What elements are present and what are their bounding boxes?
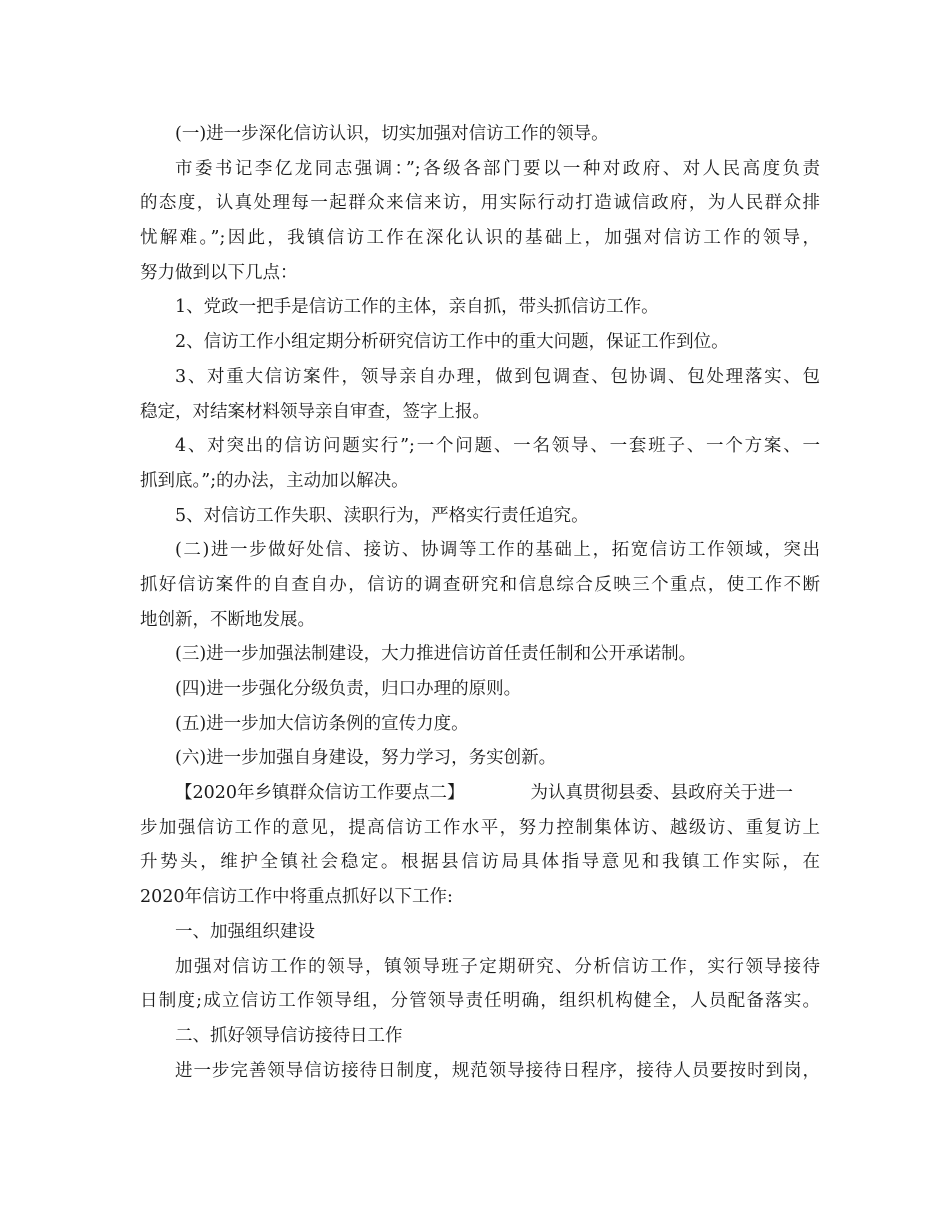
paragraph-line: 4、对突出的信访问题实行”;一个问题、一名领导、一套班子、一个方案、一	[175, 436, 820, 457]
paragraph-line	[140, 776, 820, 811]
section-heading: 【2020年乡镇群众信访工作要点二】	[175, 783, 465, 804]
paragraph-line: 进一步完善领导信访接待日制度，规范领导接待日程序，接待人员要按时到岗，	[175, 1060, 820, 1081]
paragraph-line: 2020年信访工作中将重点抓好以下工作:	[140, 887, 453, 908]
paragraph-line: (一)进一步深化信访认识，切实加强对信访工作的领导。	[175, 124, 609, 144]
paragraph-line: (六)进一步加强自身建设，努力学习，务实创新。	[175, 748, 557, 769]
paragraph-line: 加强对信访工作的领导，镇领导班子定期研究、分析信访工作，实行领导接待	[175, 956, 820, 977]
paragraph-line: 3、对重大信访案件，领导亲自办理，做到包调查、包协调、包处理落实、包	[175, 366, 820, 387]
paragraph-line: (三)进一步加强法制建设，大力推进信访首任责任制和公开承诺制。	[175, 644, 697, 665]
paragraph-line: 努力做到以下几点：	[140, 262, 298, 283]
paragraph-line: 稳定，对结案材料领导亲自审查，签字上报。	[140, 401, 490, 422]
paragraph-line: 抓到底。”;的办法，主动加以解决。	[140, 470, 409, 491]
paragraph-line: 一、加强组织建设	[175, 921, 315, 942]
paragraph-line: 1、党政一把手是信访工作的主体，亲自抓，带头抓信访工作。	[175, 297, 659, 318]
paragraph-line: 步加强信访工作的意见，提高信访工作水平，努力控制集体访、越级访、重复访上	[140, 817, 820, 838]
paragraph-line: 忧解难。”;因此，我镇信访工作在深化认识的基础上，加强对信访工作的领导，	[140, 228, 820, 249]
paragraph-line: 的态度，认真处理每一起群众来信来访，用实际行动打造诚信政府，为人民群众排	[140, 193, 820, 214]
paragraph-line: 2、信访工作小组定期分析研究信访工作中的重大问题，保证工作到位。	[175, 332, 729, 353]
paragraph-text: 为认真贯彻县委、县政府关于进一	[530, 783, 794, 804]
paragraph-line: 日制度;成立信访工作领导组，分管领导责任明确，组织机构健全，人员配备落实。	[140, 991, 820, 1012]
paragraph-line: 抓好信访案件的自查自办，信访的调查研究和信息综合反映三个重点，使工作不断	[140, 574, 820, 595]
paragraph-line: 升势头，维护全镇社会稳定。根据县信访局具体指导意见和我镇工作实际，在	[140, 852, 820, 873]
paragraph-line: 5、对信访工作失职、渎职行为，严格实行责任追究。	[175, 505, 589, 526]
paragraph-line: 市委书记李亿龙同志强调：”;各级各部门要以一种对政府、对人民高度负责	[175, 158, 820, 179]
paragraph-line: (二)进一步做好处信、接访、协调等工作的基础上，拓宽信访工作领域，突出	[175, 540, 820, 561]
paragraph-line: 地创新，不断地发展。	[140, 609, 315, 630]
paragraph-line: (四)进一步强化分级负责，归口办理的原则。	[175, 679, 522, 699]
document-body	[140, 117, 820, 1088]
paragraph-line: 二、抓好领导信访接待日工作	[175, 1025, 403, 1046]
paragraph-line: (五)进一步加大信访条例的宣传力度。	[175, 713, 469, 734]
